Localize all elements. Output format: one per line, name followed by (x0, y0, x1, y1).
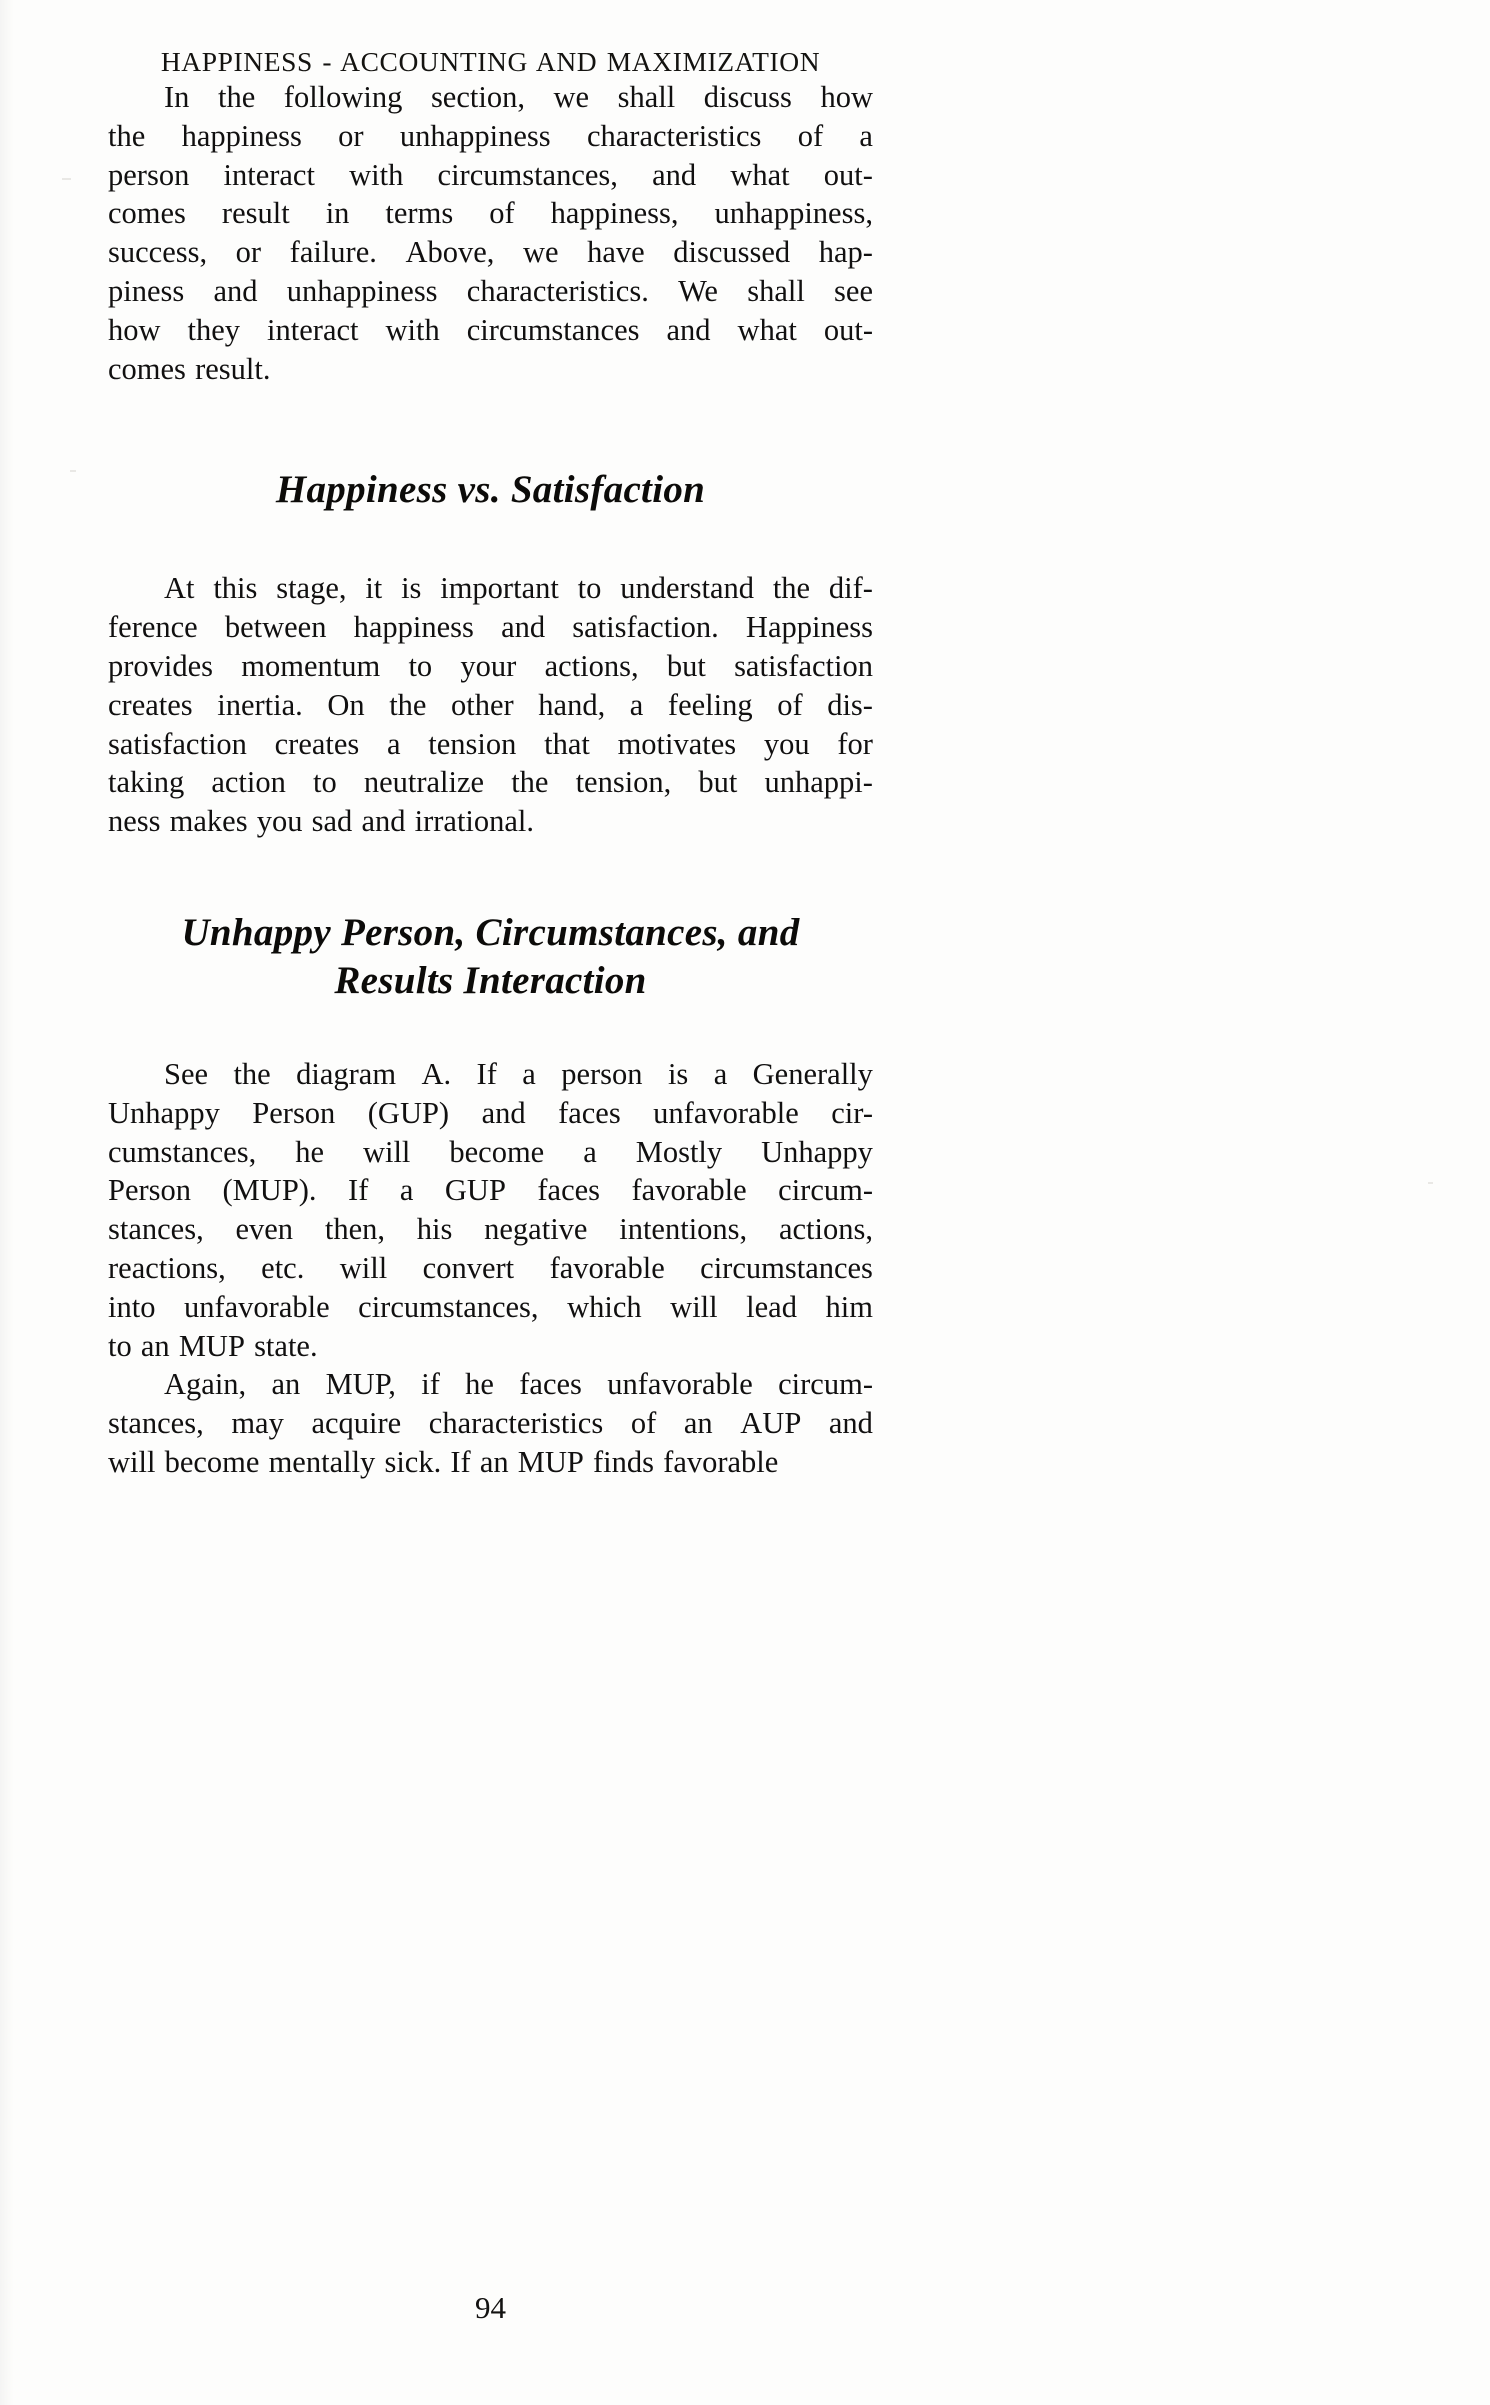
word: circumstances (700, 1250, 873, 1285)
word: tension, (575, 765, 672, 800)
word: satisfaction. (572, 610, 719, 645)
word: which (567, 1289, 642, 1324)
word: GUP (444, 1173, 506, 1208)
word: a (399, 1173, 414, 1208)
word: become (449, 1134, 545, 1169)
word: sad (311, 804, 353, 839)
word: characteristics (428, 1406, 604, 1441)
word: faces (558, 1095, 621, 1130)
word: favorable (549, 1250, 665, 1285)
word: Person (108, 1173, 192, 1208)
heading-line: Results Interaction (334, 958, 647, 1002)
word: hap- (818, 235, 873, 270)
word: makes (169, 804, 248, 839)
word: and (828, 1406, 873, 1441)
text-line (108, 1288, 873, 1327)
text-line (108, 1055, 873, 1094)
word: unhappiness (286, 273, 438, 308)
word: intentions, (619, 1212, 748, 1247)
word: a (859, 118, 873, 153)
word: favorable (631, 1173, 747, 1208)
word: see (834, 273, 873, 308)
word: inertia. (217, 687, 303, 722)
word: actions, (544, 648, 639, 683)
word: you (763, 726, 810, 761)
word: neutralize (363, 765, 485, 800)
word: momentum (241, 648, 381, 683)
word: tension (428, 726, 517, 761)
word: it (365, 571, 383, 606)
word: Unhappy (761, 1134, 873, 1169)
word: the (108, 118, 146, 153)
word: finds (593, 1444, 655, 1479)
word: then, (324, 1212, 385, 1247)
text-line (108, 1210, 873, 1249)
word: and (213, 273, 258, 308)
word: (MUP). (222, 1173, 317, 1208)
text-line (108, 117, 873, 156)
word: person (108, 157, 190, 192)
word: Mostly (635, 1134, 723, 1169)
word: If (450, 1444, 471, 1479)
word: unfavorable (653, 1095, 799, 1130)
word: following (283, 80, 403, 114)
text-line (108, 78, 873, 117)
word: person (561, 1056, 643, 1091)
word: failure. (289, 235, 377, 270)
word: to (577, 571, 602, 606)
word: in (325, 196, 350, 231)
word: and (501, 610, 546, 645)
word: diagram (296, 1056, 397, 1091)
word: become (164, 1444, 260, 1479)
page-content (108, 0, 873, 1482)
word: piness (108, 273, 185, 308)
word: unhappiness (399, 118, 551, 153)
word: or (235, 235, 262, 270)
word: shall (747, 273, 805, 308)
word: we (553, 80, 590, 114)
text-line (108, 1443, 873, 1482)
word: to (408, 648, 433, 683)
scan-artifact (62, 178, 71, 180)
paragraph-mup-aup (108, 1365, 873, 1481)
word: between (224, 610, 327, 645)
word: unfavorable (183, 1289, 330, 1324)
word: convert (422, 1250, 515, 1285)
word: an (271, 1367, 301, 1402)
word: how (108, 312, 161, 347)
word: is (401, 571, 422, 606)
word: section, (430, 80, 525, 114)
word: an (140, 1328, 170, 1363)
word: and (481, 1095, 526, 1130)
word: with (385, 312, 440, 347)
word: a (522, 1056, 536, 1091)
word: circumstances, (437, 157, 618, 192)
word: unhappi- (764, 765, 873, 800)
word: MUP, (325, 1367, 396, 1402)
text-line (108, 311, 873, 350)
heading-line: Unhappy Person, Circumstances, and (181, 910, 800, 954)
text-line (108, 350, 873, 389)
text-line (108, 194, 873, 233)
section-heading-unhappy-person-circumstances-results (108, 909, 873, 1005)
word: of (489, 196, 515, 231)
word: state. (254, 1328, 318, 1363)
word: taking (108, 765, 185, 800)
word: At (164, 571, 195, 606)
word: motivates (617, 726, 737, 761)
word: provides (108, 648, 214, 683)
word: (GUP) (367, 1095, 450, 1130)
word: success, (108, 235, 208, 270)
word: Above, (405, 235, 495, 270)
word: actions, (778, 1212, 873, 1247)
word: a (629, 687, 644, 722)
word: feeling (667, 687, 753, 722)
scan-artifact (1428, 1182, 1433, 1184)
word: Unhappy (108, 1095, 220, 1130)
word: the (389, 687, 427, 722)
text-line (108, 686, 873, 725)
word: but (698, 765, 738, 800)
word: you (256, 804, 303, 839)
word: Again, (164, 1367, 247, 1402)
text-line (108, 763, 873, 802)
word: what (730, 157, 790, 192)
word: discussed (673, 235, 791, 270)
word: ness (108, 804, 161, 839)
word: an (479, 1444, 509, 1479)
word: he (295, 1134, 324, 1169)
word: circum- (778, 1367, 873, 1402)
word: other (451, 687, 514, 722)
word: your (460, 648, 517, 683)
word: with (349, 157, 404, 192)
word: A. (421, 1056, 452, 1091)
word: happiness (181, 118, 302, 153)
word: In (164, 80, 190, 114)
text-line (108, 569, 873, 608)
word: dif- (828, 571, 873, 606)
word: cir- (831, 1095, 873, 1130)
word: interact (267, 312, 359, 347)
word: action (211, 765, 286, 800)
word: irrational. (414, 804, 535, 839)
word: Happiness (745, 610, 873, 645)
word: result. (195, 351, 271, 386)
paragraph-happiness-satisfaction (108, 569, 873, 841)
word: into (108, 1289, 156, 1324)
word: satisfaction (734, 648, 873, 683)
word: will (362, 1134, 411, 1169)
word: shall (617, 80, 676, 114)
word: creates (274, 726, 360, 761)
word: for (837, 726, 873, 761)
text-line (108, 1365, 873, 1404)
word: characteristics (586, 118, 762, 153)
word: etc. (261, 1250, 305, 1285)
section-heading-happiness-vs-satisfaction (108, 466, 873, 514)
word: negative (484, 1212, 588, 1247)
word: to (108, 1328, 132, 1363)
word: what (737, 312, 797, 347)
word: happiness (353, 610, 474, 645)
word: understand (620, 571, 755, 606)
text-line (108, 647, 873, 686)
word: Generally (752, 1056, 873, 1091)
word: of (797, 118, 824, 153)
page-number: 94 (475, 2290, 506, 2325)
word: interact (223, 157, 315, 192)
word: that (544, 726, 590, 761)
word: he (465, 1367, 494, 1402)
paragraph-gup-mup (108, 1055, 873, 1365)
word: faces (537, 1173, 601, 1208)
word: faces (519, 1367, 582, 1402)
text-line (108, 156, 873, 195)
word: but (666, 648, 706, 683)
word: out- (823, 312, 873, 347)
text-line (108, 802, 873, 841)
word: may (231, 1406, 284, 1441)
word: stage, (276, 571, 347, 606)
word: terms (385, 196, 454, 231)
word: stances, (108, 1406, 204, 1441)
word: him (825, 1289, 873, 1324)
word: characteristics. (466, 273, 649, 308)
word: even (235, 1212, 294, 1247)
word: will (108, 1444, 156, 1479)
text-line (108, 272, 873, 311)
heading-line: Happiness vs. Satisfaction (275, 468, 706, 512)
word: a (583, 1134, 597, 1169)
text-line (108, 725, 873, 764)
word: out- (823, 157, 873, 192)
text-line (108, 1171, 873, 1210)
word: or (338, 118, 364, 153)
word: unfavorable (607, 1367, 753, 1402)
word: of (777, 687, 803, 722)
text-line (108, 608, 873, 647)
text-line (108, 1404, 873, 1443)
word: will (670, 1289, 718, 1324)
word: and (361, 804, 406, 839)
word: lead (746, 1289, 797, 1324)
word: See (164, 1056, 209, 1091)
word: Person (252, 1095, 336, 1130)
word: if (421, 1367, 440, 1402)
word: MUP (517, 1444, 584, 1479)
word: and (652, 157, 697, 192)
word: acquire (311, 1406, 402, 1441)
word: the (511, 765, 549, 800)
word: a (713, 1056, 728, 1091)
word: sick. (384, 1444, 442, 1479)
word: and (666, 312, 711, 347)
word: the (772, 571, 811, 606)
word: comes (108, 351, 186, 386)
word: his (416, 1212, 453, 1247)
word: of (630, 1406, 657, 1441)
paragraph-intro (108, 78, 873, 388)
word: this (213, 571, 258, 606)
text-line (108, 1327, 873, 1366)
scan-edge-shading (0, 0, 14, 2405)
word: hand, (538, 687, 606, 722)
word: we (522, 235, 559, 270)
word: On (327, 687, 365, 722)
word: important (440, 571, 559, 606)
text-line (108, 1249, 873, 1288)
word: result (221, 196, 290, 231)
word: mentally (268, 1444, 376, 1479)
word: dis- (827, 687, 873, 722)
word: MUP (178, 1328, 245, 1363)
word: discuss (703, 80, 792, 114)
text-line (108, 233, 873, 272)
word: to (313, 765, 337, 800)
word: will (339, 1250, 388, 1285)
word: creates (108, 687, 193, 722)
word: cumstances, (108, 1134, 257, 1169)
word: ference (108, 610, 198, 645)
word: the (233, 1056, 271, 1091)
text-line (108, 1094, 873, 1133)
word: circumstances (466, 312, 640, 347)
word: happiness, (550, 196, 679, 231)
word: comes (108, 196, 186, 231)
word: reactions, (108, 1250, 226, 1285)
word: AUP (740, 1406, 802, 1441)
word: satisfaction (108, 726, 247, 761)
word: an (683, 1406, 713, 1441)
text-line (108, 1133, 873, 1172)
word: is (667, 1056, 689, 1091)
word: If (348, 1173, 369, 1208)
word: circumstances, (358, 1289, 539, 1324)
word: have (587, 235, 645, 270)
word: We (678, 273, 718, 308)
word: a (387, 726, 401, 761)
word: how (820, 80, 873, 114)
word: If (476, 1056, 497, 1091)
running-header: HAPPINESS - ACCOUNTING AND MAXIMIZATION (160, 46, 821, 77)
word: favorable (663, 1444, 779, 1479)
word: unhappiness, (714, 196, 873, 231)
word: the (217, 80, 256, 114)
word: circum- (778, 1173, 873, 1208)
scan-artifact (70, 470, 76, 472)
word: stances, (108, 1212, 204, 1247)
word: they (187, 312, 241, 347)
